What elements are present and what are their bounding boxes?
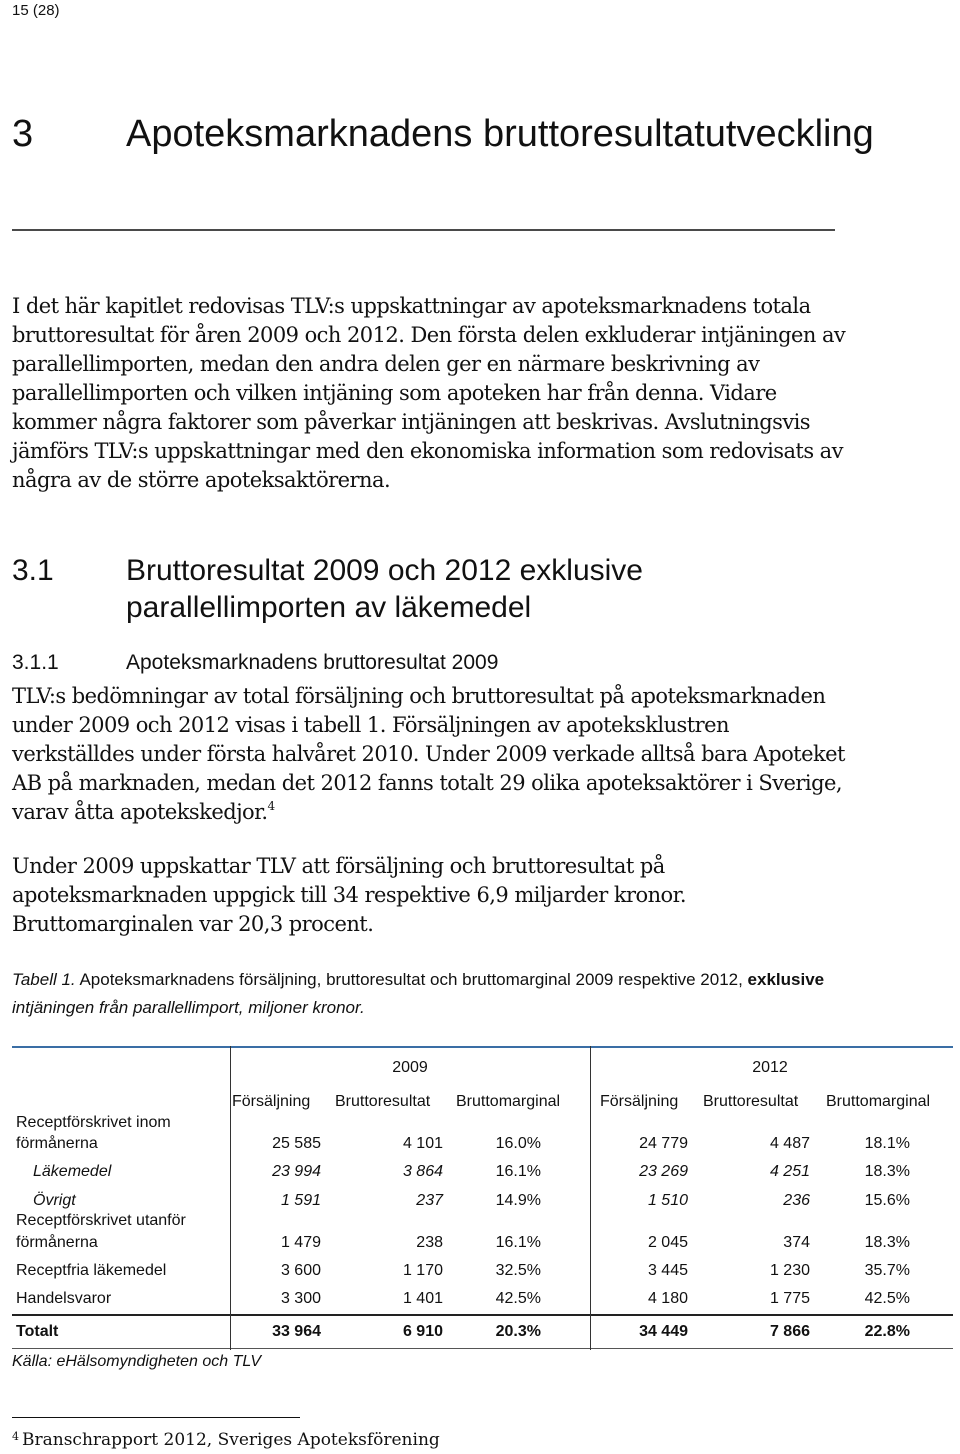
table-cell: 237 [416, 1192, 443, 1209]
table-total-rule [12, 1314, 953, 1316]
subsection-title: Apoteksmarknadens bruttoresultat 2009 [126, 651, 499, 674]
table-cell: 23 994 [272, 1163, 321, 1180]
column-header: Bruttoresultat [703, 1093, 799, 1110]
table-cell: 4 101 [402, 1135, 443, 1152]
table-cell: 18.3% [864, 1163, 910, 1180]
intro-paragraph: I det här kapitlet redovisas TLV:s uppskattningar av apoteksmarknadens totala bruttoresultat för åren 2009 och 2012. Den första delen exkluderar intjäningen av parallellimporten, medan den andra delen ger en närmare beskrivning av parallellimporten och vilken intjäning som apoteken har från denna. Vidare kommer några faktorer som påverkar intjäningen att beskrivas. Avslutningsvis jämförs TLV:s uppskattningar med den ekonomiska information som redovisats av några av de större apoteksaktörerna. [12, 294, 846, 492]
table-cell: 7 866 [769, 1323, 810, 1340]
table-bottom-rule [12, 1348, 953, 1349]
table-cell: 14.9% [495, 1192, 541, 1209]
page-number: 15 (28) [12, 2, 60, 19]
table-cell: 238 [416, 1234, 443, 1251]
year-header-2009: 2009 [392, 1059, 428, 1076]
table-cell: 34 449 [639, 1323, 688, 1340]
table-cell: 33 964 [272, 1323, 321, 1340]
column-header: Försäljning [232, 1093, 311, 1110]
row-label: Handelsvaror [16, 1290, 112, 1307]
data-table [12, 1046, 953, 1350]
caption-text: intjäningen från parallellimport, miljoner kronor. [12, 998, 365, 1017]
table-cell: 236 [783, 1192, 810, 1209]
row-label: Övrigt [33, 1192, 76, 1209]
paragraph-sales-estimates [12, 682, 852, 827]
section-number: 3.1 [12, 554, 54, 587]
column-header: Bruttomarginal [456, 1093, 561, 1110]
table-cell: 32.5% [495, 1262, 541, 1279]
column-divider [230, 1046, 231, 1350]
table-cell: 1 510 [647, 1192, 688, 1209]
table-cell: 4 487 [769, 1135, 810, 1152]
table-caption [12, 966, 892, 1022]
table-cell: 1 230 [769, 1262, 810, 1279]
table-cell: 3 864 [402, 1163, 443, 1180]
row-label: Totalt [16, 1323, 59, 1340]
table-cell: 16.0% [495, 1135, 541, 1152]
section-title: Bruttoresultat 2009 och 2012 exklusive parallellimporten av läkemedel [126, 554, 643, 624]
table-cell: 25 585 [272, 1135, 321, 1152]
table-cell: 15.6% [864, 1192, 910, 1209]
chapter-title: Apoteksmarknadens bruttoresultatutveckling [126, 113, 874, 155]
row-label: Läkemedel [33, 1163, 112, 1180]
footnote-text: Branschrapport 2012, Sveriges Apoteksförening [22, 1430, 440, 1450]
column-header: Bruttoresultat [335, 1093, 431, 1110]
subsection-number: 3.1.1 [12, 651, 59, 674]
table-cell: 374 [783, 1234, 810, 1251]
footnote [12, 1430, 440, 1450]
table-cell: 18.3% [864, 1234, 910, 1251]
table-cell: 4 180 [647, 1290, 688, 1307]
table-cell: 35.7% [864, 1262, 910, 1279]
table-cell: 3 300 [280, 1290, 321, 1307]
column-header: Bruttomarginal [826, 1093, 931, 1110]
paragraph-text: TLV:s bedömningar av total försäljning och bruttoresultat på apoteksmarknaden under 2009 och 2012 visas i tabell 1. Försäljningen av apoteksklustren verkställdes under första halvåret 2010. Under 2009 verkade alltså bara Apoteket AB på marknaden, medan det 2012 fanns totalt 29 olika apoteksaktörer i Sverige, varav åtta apotekskedjor. [12, 684, 845, 824]
table-cell: 18.1% [864, 1135, 910, 1152]
table-cell: 1 479 [280, 1234, 321, 1251]
table-cell: 3 600 [280, 1262, 321, 1279]
table-source: Källa: eHälsomyndigheten och TLV [12, 1353, 262, 1370]
paragraph-2009-summary: Under 2009 uppskattar TLV att försäljning och bruttoresultat på apoteksmarknaden uppgick till 34 respektive 6,9 miljarder kronor. Bruttomarginalen var 20,3 procent. [12, 854, 686, 936]
table-cell: 1 591 [280, 1192, 321, 1209]
table-cell: 24 779 [639, 1135, 688, 1152]
table-cell: 1 401 [402, 1290, 443, 1307]
row-label: Receptförskrivet inom [16, 1114, 171, 1131]
table-cell: 42.5% [495, 1290, 541, 1307]
table-cell: 3 445 [647, 1262, 688, 1279]
table-cell: 1 775 [769, 1290, 810, 1307]
table-cell: 20.3% [495, 1323, 541, 1340]
table-cell: 2 045 [647, 1234, 688, 1251]
chapter-number: 3 [12, 113, 34, 155]
row-label: förmånerna [16, 1234, 98, 1251]
year-header-2012: 2012 [752, 1059, 788, 1076]
table-cell: 42.5% [864, 1290, 910, 1307]
column-header: Försäljning [600, 1093, 679, 1110]
chapter-divider [12, 229, 835, 231]
row-label: förmånerna [16, 1135, 98, 1152]
table-cell: 1 170 [402, 1262, 443, 1279]
table-cell: 16.1% [495, 1163, 541, 1180]
caption-label: Tabell 1. [12, 970, 76, 989]
table-cell: 16.1% [495, 1234, 541, 1251]
row-label: Receptförskrivet utanför [16, 1212, 186, 1229]
caption-emphasis: exklusive [747, 970, 825, 989]
table-cell: 4 251 [769, 1163, 810, 1180]
column-divider [590, 1046, 591, 1350]
footnote-divider [12, 1417, 300, 1418]
footnote-reference[interactable]: 4 [267, 799, 275, 813]
footnote-number: 4 [12, 1430, 19, 1443]
table-cell: 22.8% [864, 1323, 910, 1340]
table-top-rule [12, 1046, 953, 1048]
caption-text: Apoteksmarknadens försäljning, bruttoresultat och bruttomarginal 2009 respektive 2012, [75, 970, 748, 989]
row-label: Receptfria läkemedel [16, 1262, 167, 1279]
table-cell: 6 910 [402, 1323, 443, 1340]
table-cell: 23 269 [639, 1163, 688, 1180]
